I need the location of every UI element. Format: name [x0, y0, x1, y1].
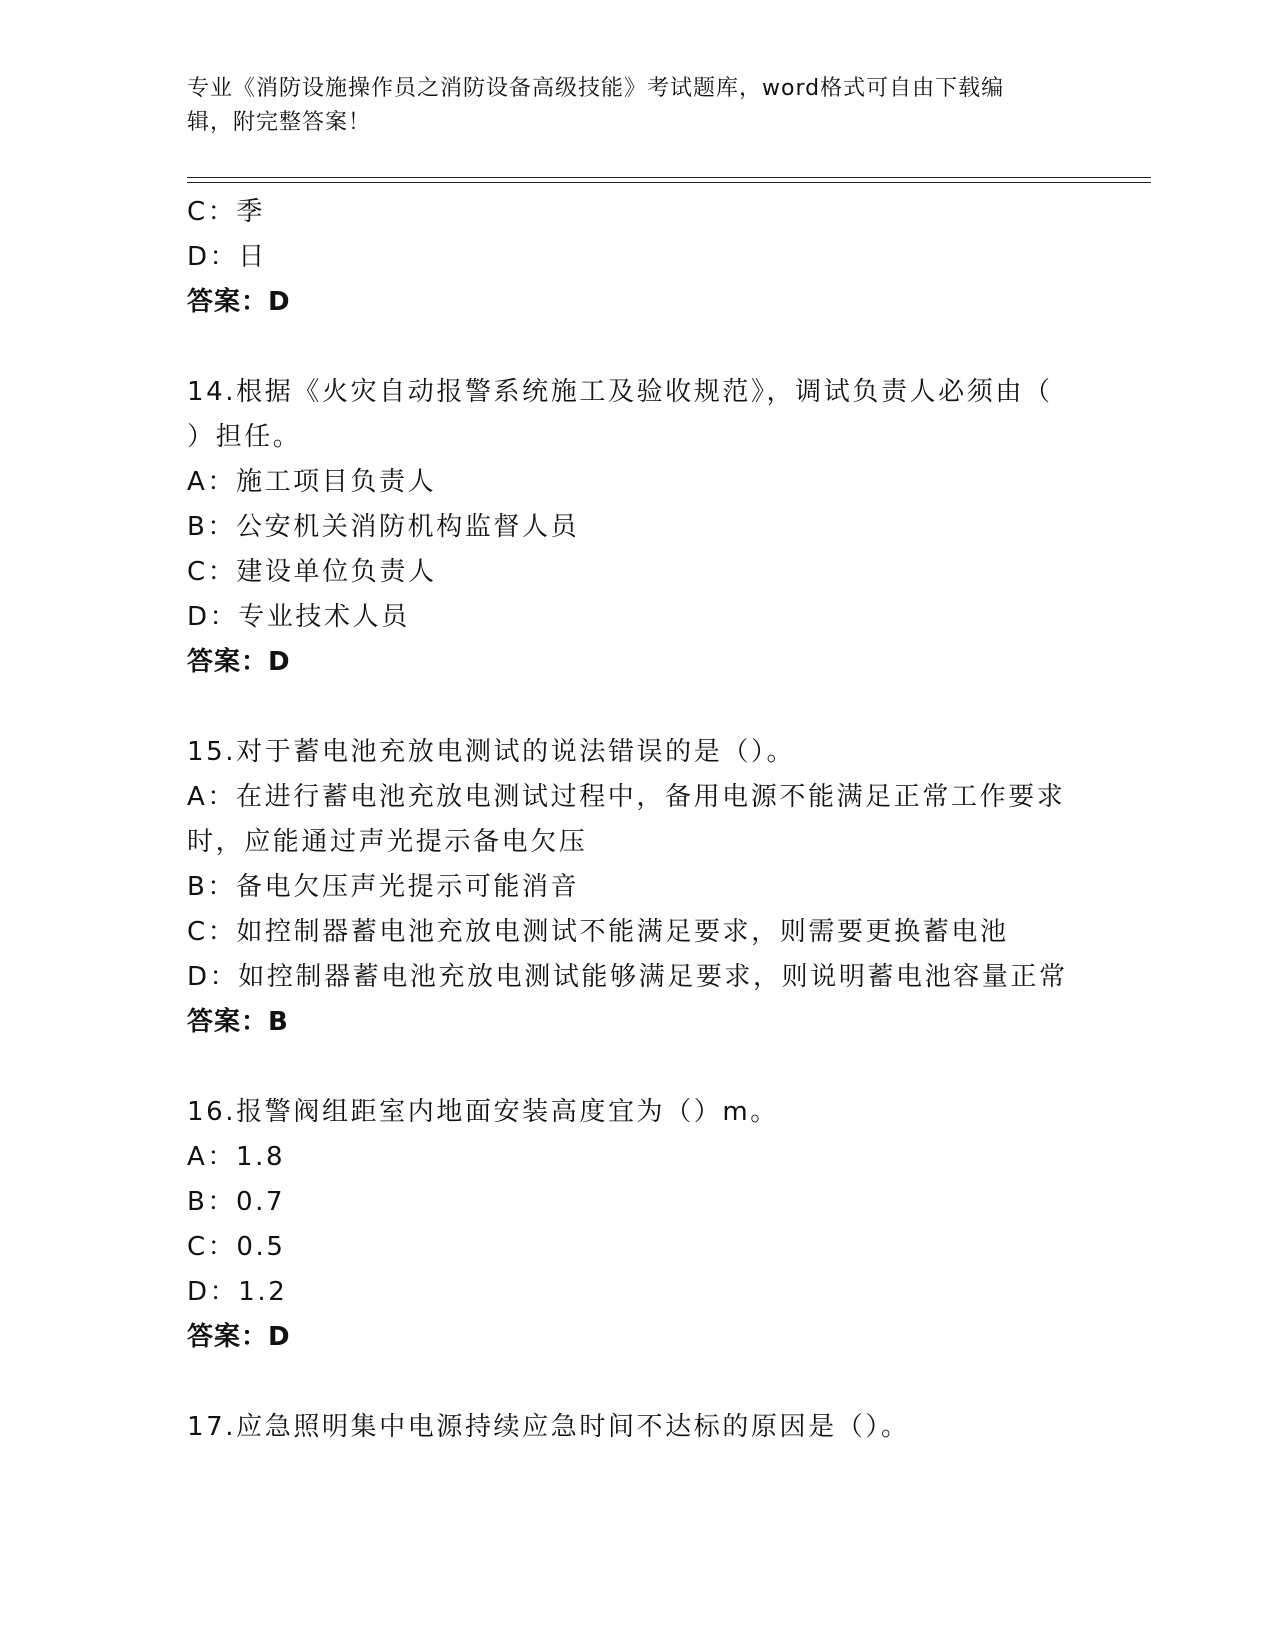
- option-b: B：备电欠压声光提示可能消音: [187, 872, 580, 902]
- question-list: [187, 190, 1147, 1450]
- option-c: C：0.5: [187, 1232, 286, 1262]
- spacer: [187, 1360, 1147, 1405]
- header-line-2: 辑，附完整答案！: [187, 110, 372, 135]
- header-divider-top: [187, 177, 1151, 178]
- option-a: A：1.8: [187, 1142, 286, 1172]
- option-b: B：公安机关消防机构监督人员: [187, 512, 580, 542]
- answer: 答案：B: [187, 1007, 289, 1037]
- question-stem-continued: ）担任。: [187, 422, 302, 452]
- option-b: B：0.7: [187, 1187, 286, 1217]
- question-15: [187, 730, 1147, 1045]
- option-d: D：1.2: [187, 1277, 288, 1307]
- spacer: [187, 1045, 1147, 1090]
- document-header: [187, 72, 1067, 140]
- option-a: A：施工项目负责人: [187, 467, 437, 497]
- question-stem: 15.对于蓄电池充放电测试的说法错误的是（）。: [187, 737, 796, 767]
- question-stem: 17.应急照明集中电源持续应急时间不达标的原因是（）。: [187, 1412, 910, 1442]
- spacer: [187, 325, 1147, 370]
- spacer: [187, 685, 1147, 730]
- question-stem: 16.报警阀组距室内地面安装高度宜为（）m。: [187, 1097, 779, 1127]
- answer: 答案：D: [187, 647, 291, 677]
- option-a: A：在进行蓄电池充放电测试过程中，备用电源不能满足正常工作要求: [187, 782, 1066, 812]
- answer: 答案：D: [187, 1322, 291, 1352]
- option-c: C：季: [187, 197, 265, 227]
- option-d: D：如控制器蓄电池充放电测试能够满足要求，则说明蓄电池容量正常: [187, 962, 1068, 992]
- header-line-1: 专业《消防设施操作员之消防设备高级技能》考试题库，word格式可自由下载编: [187, 76, 1005, 101]
- option-c: C：如控制器蓄电池充放电测试不能满足要求，则需要更换蓄电池: [187, 917, 1009, 947]
- option-d: D：专业技术人员: [187, 602, 410, 632]
- question-16: [187, 1090, 1147, 1360]
- question-stem: 14.根据《火灾自动报警系统施工及验收规范》，调试负责人必须由（: [187, 377, 1053, 407]
- header-divider-bottom: [187, 182, 1151, 183]
- option-a-continued: 时，应能通过声光提示备电欠压: [187, 827, 588, 857]
- option-d: D：日: [187, 242, 267, 272]
- previous-question: [187, 190, 1147, 325]
- option-c: C：建设单位负责人: [187, 557, 437, 587]
- question-14: [187, 370, 1147, 685]
- answer: 答案：D: [187, 287, 291, 317]
- question-17: [187, 1405, 1147, 1450]
